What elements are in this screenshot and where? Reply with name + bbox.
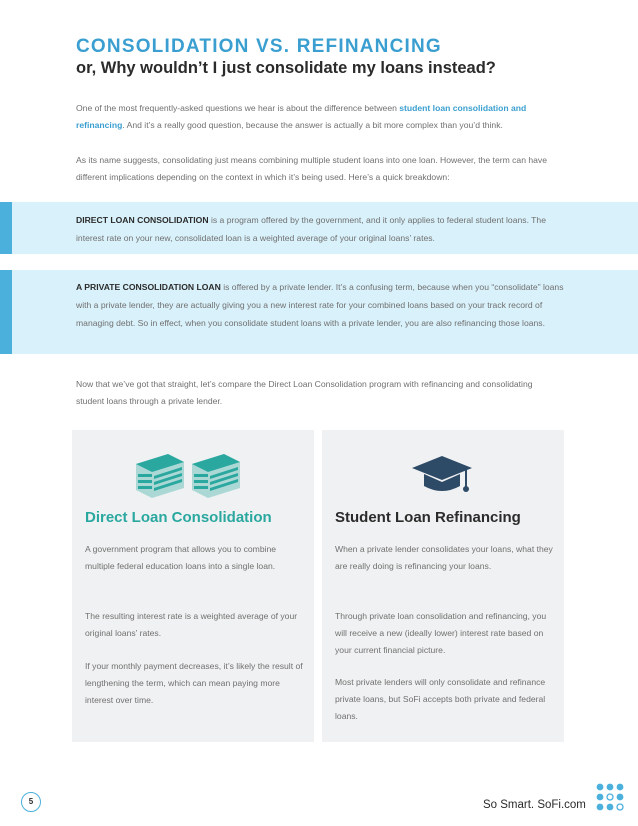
card-direct-p3: If your monthly payment decreases, it’s likely the result of lengthening the term, which can mean paying more interest over time.: [85, 661, 303, 705]
intro-paragraph: [76, 100, 556, 134]
page-number: 5: [21, 792, 41, 812]
comparison-intro-paragraph: Now that we’ve got that straight, let’s compare the Direct Loan Consolidation program with refinancing and consolidating student loans through a private lender.: [76, 379, 533, 406]
intro-text-2: . And it’s a really good question, because the answer is actually a bit more complex than you’d think.: [122, 120, 503, 130]
consolidation-refinancing-link[interactable]: student loan consolidation and refinancing: [76, 103, 527, 130]
card-refinancing-p2: Through private loan consolidation and refinancing, you will receive a new (ideally lower) interest rate based on your current financial picture.: [335, 611, 547, 655]
page-subtitle: or, Why wouldn’t I just consolidate my loans instead?: [76, 59, 496, 77]
private-consolidation-band: [0, 270, 638, 354]
footer-tagline: So Smart. SoFi.com: [483, 799, 586, 811]
direct-consolidation-text: [76, 211, 566, 247]
sofi-logo-icon: [596, 783, 624, 811]
card-direct-p1: A government program that allows you to combine multiple federal education loans into a single loan.: [85, 544, 277, 571]
private-consolidation-desc: is offered by a private lender. It’s a confusing term, because when you “consolidate” loans with a private lender, they are actually giving you a new interest rate for your combined loans based on your track record of managing debt. So in effect, when you consolidate student loans with a private lender, you are also refinancing those loans.: [76, 282, 564, 328]
direct-consolidation-term: DIRECT LOAN CONSOLIDATION: [76, 215, 209, 225]
card-title-direct: Direct Loan Consolidation: [85, 509, 272, 526]
card-refinancing-p1: When a private lender consolidates your loans, what they are really doing is refinancing your loans.: [335, 544, 553, 571]
band-accent-bar: [0, 270, 12, 354]
student-loan-refinancing-card: [322, 430, 564, 742]
page-title: CONSOLIDATION VS. REFINANCING: [76, 36, 442, 57]
breakdown-paragraph: As its name suggests, consolidating just means combining multiple student loans into one loan. However, the term can have different implications depending on the context in which it’s being used. Here’s a quick breakdown:: [76, 155, 548, 182]
graduation-cap-icon: [410, 454, 474, 498]
card-direct-p2: The resulting interest rate is a weighted average of your original loans’ rates.: [85, 611, 298, 638]
private-consolidation-term: A PRIVATE CONSOLIDATION LOAN: [76, 282, 221, 292]
private-consolidation-text: [76, 278, 566, 332]
direct-consolidation-band: [0, 202, 638, 254]
card-refinancing-p3: Most private lenders will only consolidate and refinance private loans, but SoFi accepts both private and federal loans.: [335, 677, 546, 721]
band-accent-bar: [0, 202, 12, 254]
direct-consolidation-desc: is a program offered by the government, and it only applies to federal student loans. The interest rate on your new, consolidated loan is a weighted average of your original loans’ rates.: [76, 215, 546, 243]
card-title-refinancing: Student Loan Refinancing: [335, 509, 521, 526]
intro-text-1: One of the most frequently-asked questions we hear is about the difference between: [76, 103, 400, 113]
direct-loan-consolidation-card: [72, 430, 314, 742]
money-stack-icon: [134, 450, 246, 498]
